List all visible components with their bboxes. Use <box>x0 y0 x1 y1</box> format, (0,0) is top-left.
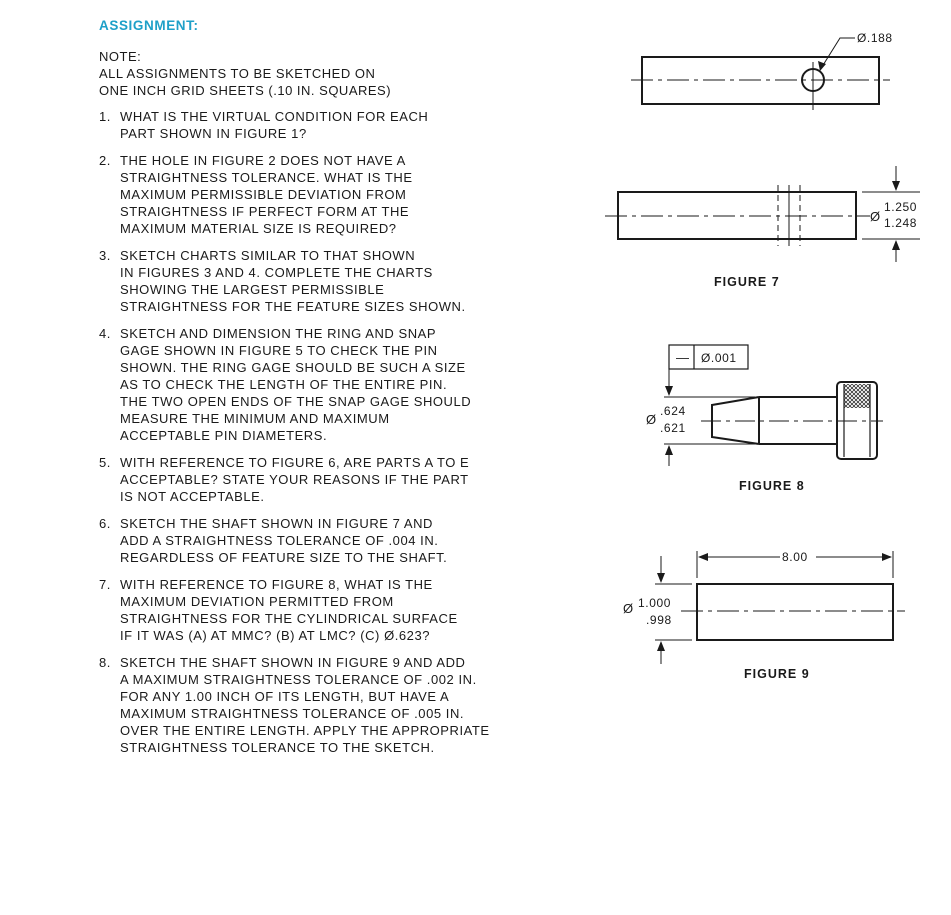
fig9-upper-limit: 1.000 <box>638 596 672 610</box>
question-number: 7. <box>99 577 111 592</box>
fig9-lower-limit: .998 <box>646 613 672 627</box>
fcf-tolerance: Ø.001 <box>701 351 737 365</box>
question-text-line: SKETCH AND DIMENSION THE RING AND SNAP <box>120 326 437 341</box>
note-line: ONE INCH GRID SHEETS (.10 IN. SQUARES) <box>99 83 392 98</box>
question-text-line: WHAT IS THE VIRTUAL CONDITION FOR EACH <box>120 109 429 124</box>
question-number: 1. <box>99 109 111 124</box>
arrowhead <box>657 641 665 651</box>
arrowhead <box>665 386 673 396</box>
question-text-line: PART SHOWN IN FIGURE 1? <box>120 126 307 141</box>
shaft-outline <box>697 584 893 640</box>
figure-8-caption: FIGURE 8 <box>739 479 805 493</box>
question-text-line: ACCEPTABLE? STATE YOUR REASONS IF THE PART <box>120 472 469 487</box>
question-number: 6. <box>99 516 111 531</box>
question-text-line: IS NOT ACCEPTABLE. <box>120 489 265 504</box>
question-text-line: THE TWO OPEN ENDS OF THE SNAP GAGE SHOULD <box>120 394 472 409</box>
question-number: 2. <box>99 153 111 168</box>
assignment-heading: ASSIGNMENT: <box>99 18 199 33</box>
figure-7-caption: FIGURE 7 <box>714 275 780 289</box>
hole-dia-label: Ø.188 <box>857 31 893 45</box>
question-text-line: FOR ANY 1.00 INCH OF ITS LENGTH, BUT HAVE A <box>120 689 450 704</box>
question-text-line: WITH REFERENCE TO FIGURE 8, WHAT IS THE <box>120 577 433 592</box>
dia-symbol: Ø <box>646 412 657 427</box>
fig8-upper-limit: .624 <box>660 404 686 418</box>
note-label: NOTE: <box>99 49 142 64</box>
question-text-line: STRAIGHTNESS FOR THE CYLINDRICAL SURFACE <box>120 611 458 626</box>
question-number: 8. <box>99 655 111 670</box>
arrowhead <box>698 553 708 561</box>
question-text-line: ACCEPTABLE PIN DIAMETERS. <box>120 428 328 443</box>
question-text-line: STRAIGHTNESS FOR THE FEATURE SIZES SHOWN. <box>120 299 466 314</box>
question-text-line: GAGE SHOWN IN FIGURE 5 TO CHECK THE PIN <box>120 343 438 358</box>
question-text-line: STRAIGHTNESS IF PERFECT FORM AT THE <box>120 204 410 219</box>
question-text-line: IF IT WAS (A) AT MMC? (B) AT LMC? (C) Ø.623? <box>120 628 431 643</box>
question-text-line: MAXIMUM DEVIATION PERMITTED FROM <box>120 594 394 609</box>
arrowhead <box>892 181 900 191</box>
figure-8-drawing <box>664 345 883 466</box>
note-line: ALL ASSIGNMENTS TO BE SKETCHED ON <box>99 66 376 81</box>
figure-hole-shaft <box>631 38 890 110</box>
question-number: 3. <box>99 248 111 263</box>
question-text-line: SHOWING THE LARGEST PERMISSIBLE <box>120 282 385 297</box>
question-text-line: STRAIGHTNESS TOLERANCE TO THE SKETCH. <box>120 740 435 755</box>
question-text-line: A MAXIMUM STRAIGHTNESS TOLERANCE OF .002 IN. <box>120 672 477 687</box>
question-text-line: SKETCH THE SHAFT SHOWN IN FIGURE 7 AND <box>120 516 433 531</box>
knurl-pattern <box>844 384 870 408</box>
arrowhead <box>657 573 665 583</box>
question-text-line: REGARDLESS OF FEATURE SIZE TO THE SHAFT. <box>120 550 448 565</box>
question-text-line: SKETCH THE SHAFT SHOWN IN FIGURE 9 AND ADD <box>120 655 466 670</box>
dia-symbol: Ø <box>623 601 634 616</box>
fcf-straightness-symbol: — <box>676 350 689 365</box>
dia-symbol: Ø <box>870 209 881 224</box>
question-text-line: MEASURE THE MINIMUM AND MAXIMUM <box>120 411 390 426</box>
figure-9-caption: FIGURE 9 <box>744 667 810 681</box>
question-text-line: MAXIMUM STRAIGHTNESS TOLERANCE OF .005 IN. <box>120 706 465 721</box>
leader-line <box>820 38 855 70</box>
fig9-length: 8.00 <box>782 550 808 564</box>
question-text-line: THE HOLE IN FIGURE 2 DOES NOT HAVE A <box>120 153 406 168</box>
fig8-lower-limit: .621 <box>660 421 686 435</box>
question-text-line: OVER THE ENTIRE LENGTH. APPLY THE APPROPRIATE <box>120 723 490 738</box>
question-text-line: MAXIMUM MATERIAL SIZE IS REQUIRED? <box>120 221 397 236</box>
question-number: 5. <box>99 455 111 470</box>
question-text-line: SHOWN. THE RING GAGE SHOULD BE SUCH A SIZE <box>120 360 466 375</box>
question-number: 4. <box>99 326 111 341</box>
question-text-line: WITH REFERENCE TO FIGURE 6, ARE PARTS A TO E <box>120 455 470 470</box>
arrowhead <box>882 553 892 561</box>
question-text-line: ADD A STRAIGHTNESS TOLERANCE OF .004 IN. <box>120 533 439 548</box>
fig7-upper-limit: 1.250 <box>884 200 918 214</box>
question-text-line: IN FIGURES 3 AND 4. COMPLETE THE CHARTS <box>120 265 433 280</box>
fig7-lower-limit: 1.248 <box>884 216 918 230</box>
question-text-line: AS TO CHECK THE LENGTH OF THE ENTIRE PIN. <box>120 377 448 392</box>
arrowhead <box>892 240 900 250</box>
question-text-line: MAXIMUM PERMISSIBLE DEVIATION FROM <box>120 187 407 202</box>
question-text-line: SKETCH CHARTS SIMILAR TO THAT SHOWN <box>120 248 416 263</box>
figure-9-drawing <box>655 551 905 664</box>
arrowhead <box>665 445 673 455</box>
question-text-line: STRAIGHTNESS TOLERANCE. WHAT IS THE <box>120 170 413 185</box>
